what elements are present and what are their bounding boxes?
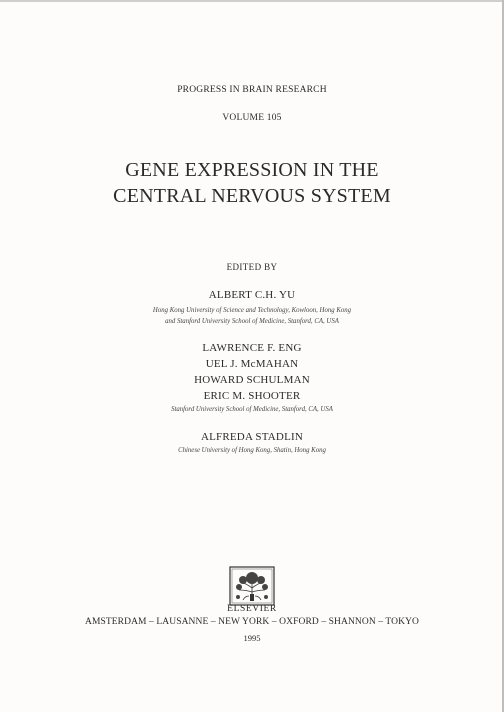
page-edge: [0, 0, 504, 2]
book-title-line-2: CENTRAL NERVOUS SYSTEM: [113, 185, 391, 207]
publisher-name: ELSEVIER: [227, 604, 277, 614]
publisher-cities: AMSTERDAM – LAUSANNE – NEW YORK – OXFORD – SHANNON – TOKYO: [84, 617, 419, 627]
edited-by-label: EDITED BY: [226, 262, 278, 272]
publication-year: 1995: [243, 633, 261, 643]
editor-name: HOWARD SCHULMAN: [194, 374, 310, 386]
book-title-line-1: GENE EXPRESSION IN THE: [125, 159, 379, 181]
elsevier-tree-logo-icon: [229, 566, 275, 606]
editor-affiliation: and Stanford University School of Medicine, Stanford, CA, USA: [165, 318, 339, 325]
editor-name: ALBERT C.H. YU: [208, 289, 296, 301]
editor-affiliation: Stanford University School of Medicine, Stanford, CA, USA: [171, 406, 333, 413]
editor-affiliation: Hong Kong University of Science and Technology, Kowloon, Hong Kong: [152, 307, 352, 314]
editor-name: ALFREDA STADLIN: [200, 431, 304, 443]
editor-affiliation: Chinese University of Hong Kong, Shatin, Hong Kong: [178, 447, 326, 454]
editor-name: ERIC M. SHOOTER: [203, 390, 301, 402]
editor-name: LAWRENCE F. ENG: [202, 342, 302, 354]
series-title: PROGRESS IN BRAIN RESEARCH: [177, 85, 327, 95]
editor-name: UEL J. McMAHAN: [205, 358, 299, 370]
volume-number: VOLUME 105: [222, 113, 282, 123]
